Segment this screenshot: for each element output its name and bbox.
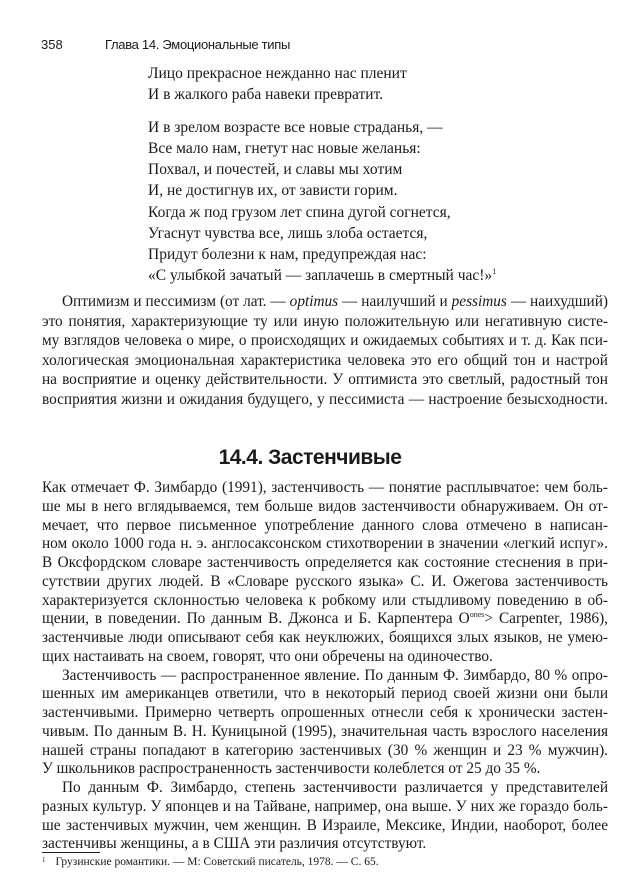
text-line: шенных им американцев ответили, что в некоторый период своей жизни они были xyxy=(42,685,608,703)
text-line: В Оксфордском словаре застенчивость определяется как состояние стеснения в при- xyxy=(42,554,608,571)
latin-term: optimus xyxy=(289,293,339,310)
page-number: 358 xyxy=(41,37,63,52)
text-line: ше застенчивых мужчин, чем женщин. В Израиле, Мексике, Индии, наоборот, более xyxy=(42,816,608,834)
poem-line: И в жалкого раба навеки превратит. xyxy=(148,86,384,103)
text-line: Застенчивость — распространенное явление. По данным Ф. Зимбардо, 80 % опро- xyxy=(62,666,608,684)
paragraph-optimism xyxy=(42,292,608,409)
poem-line: Угаснут чувства все, лишь злоба остается, xyxy=(148,225,428,242)
text-line: застенчивы женщины, а в США эти различия отсутствуют. xyxy=(42,835,427,853)
text-line: хологическая эмоциональная характеристика человека это его общий тон и настрой xyxy=(42,351,608,369)
footnote-ref: 1 xyxy=(492,266,497,276)
chapter-title: Глава 14. Эмоциональные типы xyxy=(105,37,291,52)
footnote-divider xyxy=(42,852,100,853)
poem-line: И, не достигнув их, от зависти горим. xyxy=(148,182,398,199)
poem-stanza-2 xyxy=(148,117,443,201)
poem-line-text: «С улыбкой зачатый — заплачешь в смертный час!» xyxy=(148,267,493,284)
text-line: ном около 1000 года н. э. англосаксонском стихотворении в значении «легкий испуг». xyxy=(42,535,608,553)
poem-stanza-3 xyxy=(148,202,496,286)
footnote-text: Грузинские романтики. — М: Советский писатель, 1978. — С. 65. xyxy=(55,856,379,868)
text-line: застенчивыми. Примерно четверть опрошенных отнесли себя к хронически застен- xyxy=(42,704,608,721)
poem-line: Похвал, и почестей, и славы мы хотим xyxy=(148,161,403,178)
text-line: на восприятие и оценку действительности. У оптимиста это светлый, радостный тон xyxy=(42,371,608,388)
text-line: чивым. По данным В. Н. Куницыной (1995), значительная часть взрослого населения xyxy=(42,722,608,740)
text-line: это понятия, характеризующие ту или иную положительную или негативную систе- xyxy=(42,312,608,330)
text-line: му взглядов человека о мире, о происходящих и ожидаемых событиях и т. д. Как пси- xyxy=(42,332,608,349)
text-line: сутствии других людей. В «Словаре русского языка» С. И. Ожегова застенчивость xyxy=(42,572,608,590)
footnote xyxy=(42,856,379,868)
text-line: нашей страны попадают в категорию застенчивых (30 % женщин и 23 % мужчин). xyxy=(42,741,608,759)
section-body xyxy=(42,479,608,854)
section-heading: 14.4. Застенчивые xyxy=(218,446,402,469)
text-line: мечает, что первое письменное употребление данного слова отмечено в написан- xyxy=(42,516,608,534)
poem-line: И в зрелом возрасте все новые страданья, — xyxy=(148,119,443,136)
latin-term: pessimus xyxy=(451,293,507,310)
poem-line: Все мало нам, гнетут нас новые желанья: xyxy=(148,140,421,157)
poem-line: Лицо прекрасное нежданно нас пленит xyxy=(148,65,407,82)
text-line: щении, в поведении. По данным В. Джонса и Б. Карпентера $O^{ones}>$ Carpenter, 1986), xyxy=(42,610,608,628)
text-line: У школьников распространенность застенчивости колеблется от 25 до 35 %. xyxy=(42,760,541,778)
text-line: характеризуется склонностью человека к робкому или стыдливому поведению в об- xyxy=(42,591,608,609)
text-line: застенчивые люди описывают себя как неуклюжих, боящихся злых языков, не умею- xyxy=(42,629,608,646)
text-line: По данным Ф. Зимбардо, степень застенчивости различается у представителей xyxy=(62,779,608,796)
poem-line: Придут болезни к нам, предупреждая нас: xyxy=(148,246,427,263)
text-line: ше мы в него вглядываемся, тем больше видов застенчивости обнаруживаем. Он от- xyxy=(42,497,608,515)
text-line: щих настаивать на своем, говорят, что они обречены на одиночество. xyxy=(42,647,493,665)
text-line: восприятия жизни и ожидания будущего, у пессимиста — настроение безысходности. xyxy=(42,390,608,408)
text-line: разных культур. У японцев и на Тайване, например, она выше. У них же гораздо боль- xyxy=(42,797,608,815)
poem-stanza-1 xyxy=(148,63,407,105)
text-line: Оптимизм и пессимизм (от лат. — optimus — наилучший и pessimus — наихудший) xyxy=(62,293,608,310)
footnote-marker: 1 xyxy=(42,856,46,864)
poem-line xyxy=(148,265,496,286)
poem-line: Когда ж под грузом лет спина дугой согнется, xyxy=(148,204,451,221)
text-line: Как отмечает Ф. Зимбардо (1991), застенчивость — понятие расплывчатое: чем боль- xyxy=(42,479,608,496)
